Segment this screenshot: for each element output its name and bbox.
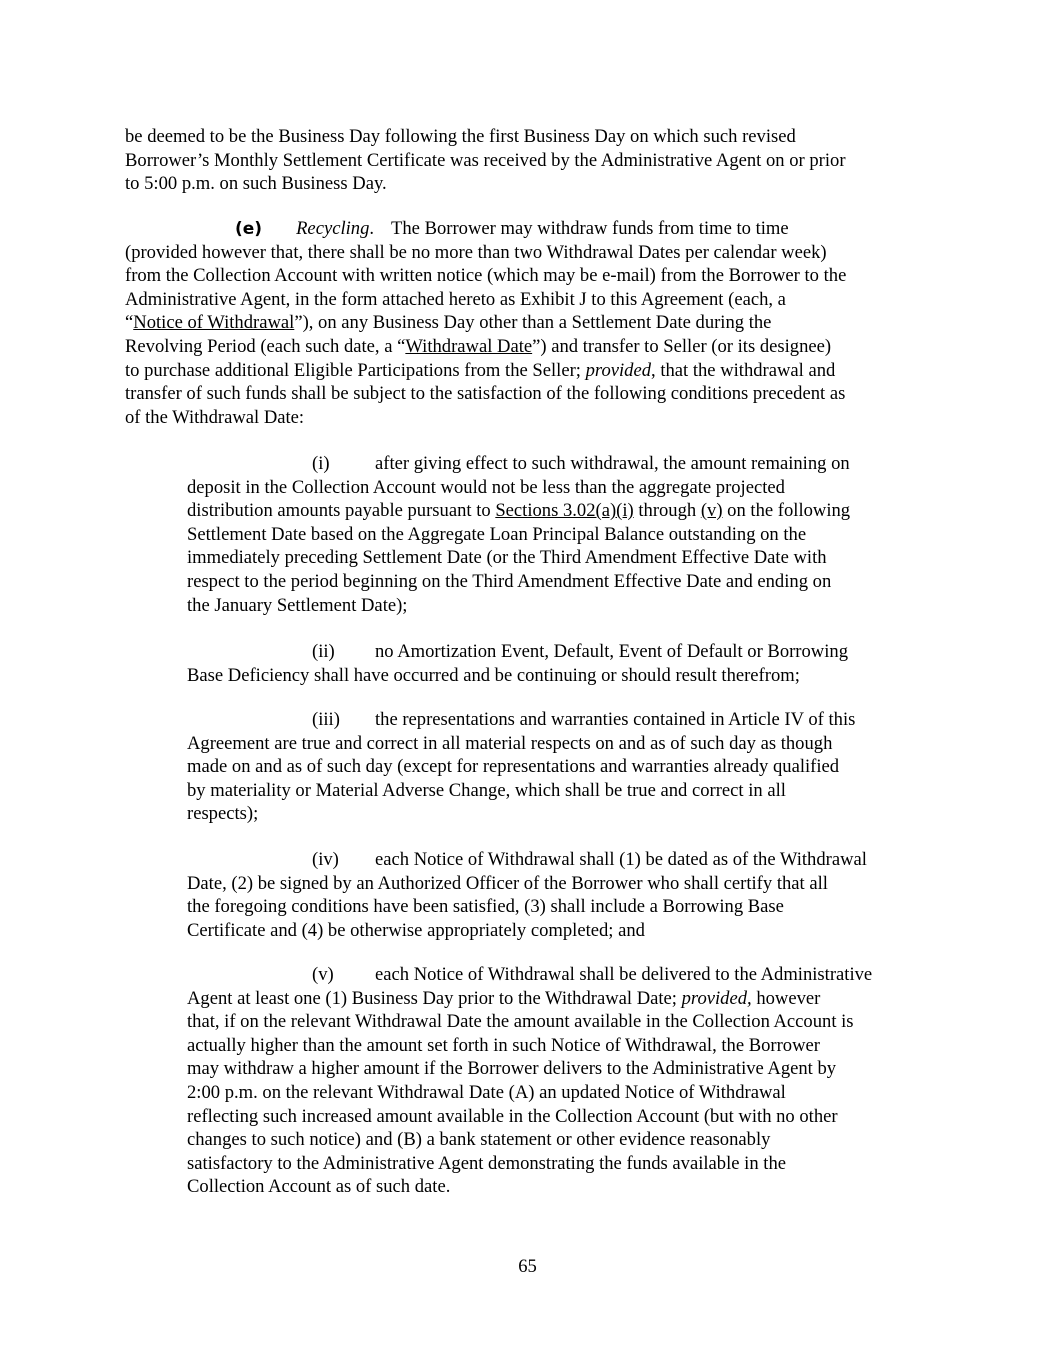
text-line: Collection Account as of such date.	[187, 1176, 451, 1198]
italic-provided: provided,	[681, 987, 752, 1009]
text-segment: ”), on any Business Day other than a Settlement Date during the	[294, 312, 772, 334]
text-line: actually higher than the amount set forth in such Notice of Withdrawal, the Borrower	[187, 1034, 820, 1056]
text-line	[125, 335, 846, 359]
section-reference: Sections 3.02(a)(i)	[495, 500, 634, 522]
text-segment: “	[125, 312, 134, 334]
text-line	[125, 217, 846, 241]
text-line	[187, 640, 848, 664]
text-line	[187, 708, 855, 732]
text-line: may withdraw a higher amount if the Borrower delivers to the Administrative Agent by	[187, 1058, 837, 1080]
section-e-paragraph	[125, 217, 846, 429]
text-segment: distribution amounts payable pursuant to	[187, 500, 496, 522]
text-segment: each Notice of Withdrawal shall be delivered to the Administrative	[375, 964, 873, 985]
text-line	[187, 848, 867, 872]
text-line: Date, (2) be signed by an Authorized Officer of the Borrower who shall certify that all	[187, 872, 828, 894]
text-line: transfer of such funds shall be subject to the satisfaction of the following conditions precedent as	[125, 383, 846, 405]
text-line: by materiality or Material Adverse Change, which shall be true and correct in all	[187, 779, 786, 801]
item-number: (iv)	[312, 849, 339, 870]
text-segment: no Amortization Event, Default, Event of Default or Borrowing	[375, 641, 848, 662]
text-line: Certificate and (4) be otherwise appropriately completed; and	[187, 919, 645, 941]
text-line: reflecting such increased amount available in the Collection Account (but with no other	[187, 1105, 838, 1127]
section-label: (e)	[235, 219, 263, 239]
text-segment: to purchase additional Eligible Participations from the Seller;	[125, 359, 586, 381]
italic-provided: provided	[585, 359, 652, 381]
text-line: from the Collection Account with written notice (which may be e-mail) from the Borrower to the	[125, 265, 847, 287]
text-line: satisfactory to the Administrative Agent demonstrating the funds available in the	[187, 1152, 786, 1174]
defined-term-withdrawal-date: Withdrawal Date	[405, 335, 533, 357]
text-segment: the representations and warranties contained in Article IV of this	[375, 709, 856, 730]
text-segment: after giving effect to such withdrawal, the amount remaining on	[375, 453, 850, 474]
text-segment: , that the withdrawal and	[651, 359, 836, 381]
text-line	[125, 359, 846, 383]
text-segment: however	[751, 987, 821, 1009]
text-line: Agreement are true and correct in all material respects on and as of such day as though	[187, 732, 833, 754]
item-i-paragraph	[187, 452, 850, 617]
item-number: (i)	[312, 453, 330, 474]
text-segment: Revolving Period (each such date, a “	[125, 335, 406, 357]
text-line	[125, 311, 846, 335]
text-line: made on and as of such day (except for representations and warranties already qualified	[187, 756, 840, 778]
continuation-paragraph	[125, 125, 846, 196]
page-number: 65	[518, 1256, 537, 1277]
text-line: (provided however that, there shall be no more than two Withdrawal Dates per calendar week)	[125, 241, 827, 263]
text-segment: ”) and transfer to Seller (or its designee)	[532, 335, 832, 357]
text-line: be deemed to be the Business Day following the first Business Day on which such revised	[125, 126, 796, 147]
item-number: (iii)	[312, 709, 340, 730]
text-line: Base Deficiency shall have occurred and be continuing or should result therefrom;	[187, 664, 800, 686]
text-segment: each Notice of Withdrawal shall (1) be dated as of the Withdrawal	[375, 849, 867, 870]
section-heading: Recycling	[296, 218, 370, 239]
text-line	[187, 499, 850, 523]
text-line: to 5:00 p.m. on such Business Day.	[125, 173, 387, 195]
text-line: that, if on the relevant Withdrawal Date the amount available in the Collection Account is	[187, 1011, 854, 1033]
text-line: of the Withdrawal Date:	[125, 406, 305, 428]
item-iii-paragraph	[187, 708, 855, 826]
text-line: 2:00 p.m. on the relevant Withdrawal Date (A) an updated Notice of Withdrawal	[187, 1081, 786, 1103]
text-line	[187, 963, 872, 987]
text-line: the January Settlement Date);	[187, 594, 408, 616]
text-line: Administrative Agent, in the form attached hereto as Exhibit J to this Agreement (each, a	[125, 288, 786, 310]
text-line: immediately preceding Settlement Date (or the Third Amendment Effective Date with	[187, 547, 827, 569]
text-segment: The Borrower may withdraw funds from time to time	[391, 218, 789, 239]
text-segment: Agent at least one (1) Business Day prior to the Withdrawal Date;	[187, 987, 682, 1009]
text-segment: on the following	[722, 500, 851, 522]
item-v-paragraph	[187, 963, 872, 1199]
item-number: (ii)	[312, 641, 335, 662]
item-iv-paragraph	[187, 848, 867, 942]
text-line: Settlement Date based on the Aggregate Loan Principal Balance outstanding on the	[187, 523, 807, 545]
defined-term-notice-of-withdrawal: Notice of Withdrawal	[133, 312, 295, 334]
text-line	[187, 452, 850, 476]
text-segment: through	[633, 500, 701, 522]
text-line: respects);	[187, 803, 259, 825]
text-line: deposit in the Collection Account would not be less than the aggregate projected	[187, 476, 785, 498]
item-number: (v)	[312, 964, 334, 985]
text-line: changes to such notice) and (B) a bank statement or other evidence reasonably	[187, 1129, 771, 1151]
item-ii-paragraph	[187, 640, 848, 687]
heading-punct: .	[369, 218, 375, 239]
text-line	[187, 987, 872, 1011]
section-reference: (v)	[700, 500, 723, 522]
text-line: respect to the period beginning on the Third Amendment Effective Date and ending on	[187, 570, 832, 592]
text-line: the foregoing conditions have been satisfied, (3) shall include a Borrowing Base	[187, 896, 784, 918]
text-line: Borrower’s Monthly Settlement Certificate was received by the Administrative Agent on or prior	[125, 149, 846, 171]
